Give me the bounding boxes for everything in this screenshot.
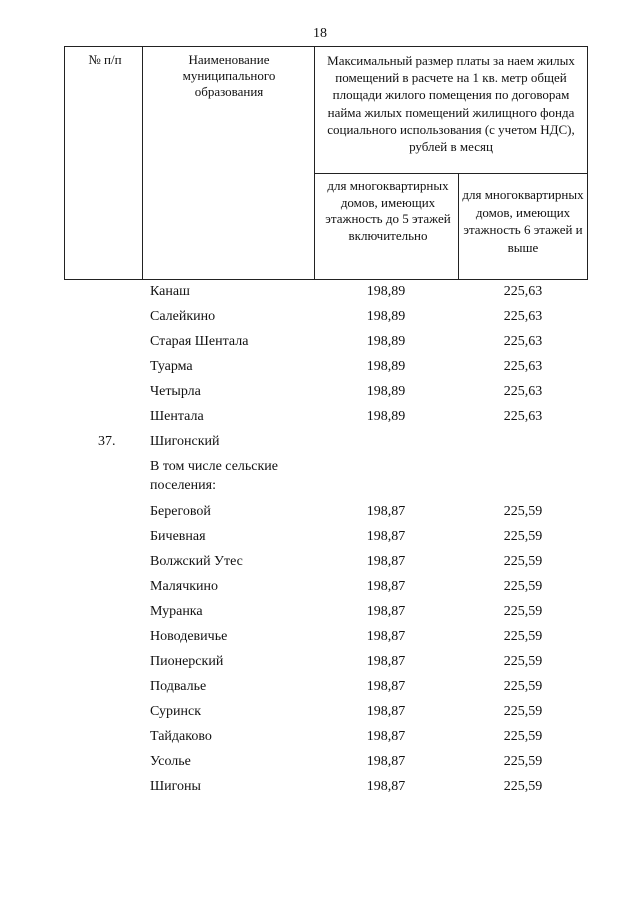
table-row <box>0 754 640 776</box>
row-value-2: 225,59 <box>503 704 543 719</box>
row-value-2: 225,63 <box>503 309 543 324</box>
row-value-1: 198,87 <box>366 504 406 519</box>
row-value-2: 225,59 <box>503 504 543 519</box>
table-row <box>0 604 640 626</box>
row-value-2: 225,59 <box>503 554 543 569</box>
subheader-border <box>314 173 588 174</box>
row-value-1: 198,87 <box>366 779 406 794</box>
row-name: Салейкино <box>150 309 216 324</box>
row-value-2: 225,63 <box>503 334 543 349</box>
row-value-1: 198,87 <box>366 679 406 694</box>
header-num: № п/п <box>88 52 122 67</box>
row-value-1: 198,89 <box>366 359 406 374</box>
row-name: Шигоны <box>150 779 201 794</box>
section-note: В том числе сельские поселения: <box>150 459 279 493</box>
table-row <box>0 554 640 576</box>
row-value-2: 225,59 <box>503 754 543 769</box>
header-right-border <box>587 46 588 280</box>
row-name: Береговой <box>150 504 211 519</box>
row-value-2: 225,63 <box>503 284 543 299</box>
row-value-1: 198,89 <box>366 334 406 349</box>
table-row <box>0 284 640 306</box>
table-row <box>0 409 640 431</box>
table-row <box>0 704 640 726</box>
section-row <box>0 434 640 456</box>
row-name: Туарма <box>150 359 193 374</box>
row-value-1: 198,89 <box>366 309 406 324</box>
table-row <box>0 504 640 526</box>
table-header <box>0 0 640 290</box>
header-sub2: для многоквартирных домов, имеющих этажность 6 этажей и выше <box>462 187 584 255</box>
row-value-2: 225,59 <box>503 729 543 744</box>
row-value-1: 198,87 <box>366 529 406 544</box>
section-number: 37. <box>98 434 116 449</box>
table-row <box>0 729 640 751</box>
row-value-2: 225,63 <box>503 409 543 424</box>
row-value-2: 225,59 <box>503 529 543 544</box>
row-name: Старая Шентала <box>150 334 249 349</box>
row-value-1: 198,87 <box>366 654 406 669</box>
row-value-1: 198,87 <box>366 554 406 569</box>
header-group: Максимальный размер платы за наем жилых помещений в расчете на 1 кв. метр общей площади жилого помещения по договорам найма жилых помещений жилищного фонда социального использования (с учетом НДС), рублей в месяц <box>327 53 575 155</box>
row-name: Малячкино <box>150 579 219 594</box>
row-value-1: 198,89 <box>366 409 406 424</box>
row-value-1: 198,87 <box>366 729 406 744</box>
row-value-1: 198,87 <box>366 579 406 594</box>
row-name: Волжский Утес <box>150 554 243 569</box>
table-row <box>0 334 640 356</box>
row-value-2: 225,63 <box>503 359 543 374</box>
row-name: Подвалье <box>150 679 207 694</box>
row-value-2: 225,59 <box>503 679 543 694</box>
row-name: Муранка <box>150 604 203 619</box>
row-value-2: 225,59 <box>503 779 543 794</box>
row-name: Пионерский <box>150 654 224 669</box>
row-value-1: 198,89 <box>366 284 406 299</box>
table-row <box>0 529 640 551</box>
row-name: Шентала <box>150 409 204 424</box>
row-name: Бичевная <box>150 529 206 544</box>
row-name: Четырла <box>150 384 201 399</box>
table-row <box>0 679 640 701</box>
header-divider-3 <box>458 173 459 280</box>
table-row <box>0 359 640 381</box>
row-value-1: 198,87 <box>366 754 406 769</box>
row-name: Канаш <box>150 284 190 299</box>
row-name: Новодевичье <box>150 629 228 644</box>
table-row <box>0 579 640 601</box>
header-divider-1 <box>142 46 143 280</box>
table-row <box>0 629 640 651</box>
row-value-1: 198,87 <box>366 704 406 719</box>
table-row <box>0 779 640 801</box>
row-name: Суринск <box>150 704 201 719</box>
header-left-border <box>64 46 65 280</box>
row-value-1: 198,87 <box>366 604 406 619</box>
section-name: Шигонский <box>150 434 220 449</box>
header-divider-2 <box>314 46 315 280</box>
table-row <box>0 309 640 331</box>
row-value-2: 225,59 <box>503 654 543 669</box>
row-value-2: 225,59 <box>503 604 543 619</box>
row-name: Тайдаково <box>150 729 212 744</box>
row-value-1: 198,87 <box>366 629 406 644</box>
row-value-2: 225,63 <box>503 384 543 399</box>
row-name: Усолье <box>150 754 191 769</box>
page-number: 18 <box>313 26 327 41</box>
row-value-1: 198,89 <box>366 384 406 399</box>
header-sub1: для многоквартирных домов, имеющих этажность до 5 этажей включительно <box>325 178 451 243</box>
row-value-2: 225,59 <box>503 579 543 594</box>
table-row <box>0 384 640 406</box>
row-value-2: 225,59 <box>503 629 543 644</box>
header-name: Наименование муниципального образования <box>182 52 276 99</box>
table-row <box>0 654 640 676</box>
